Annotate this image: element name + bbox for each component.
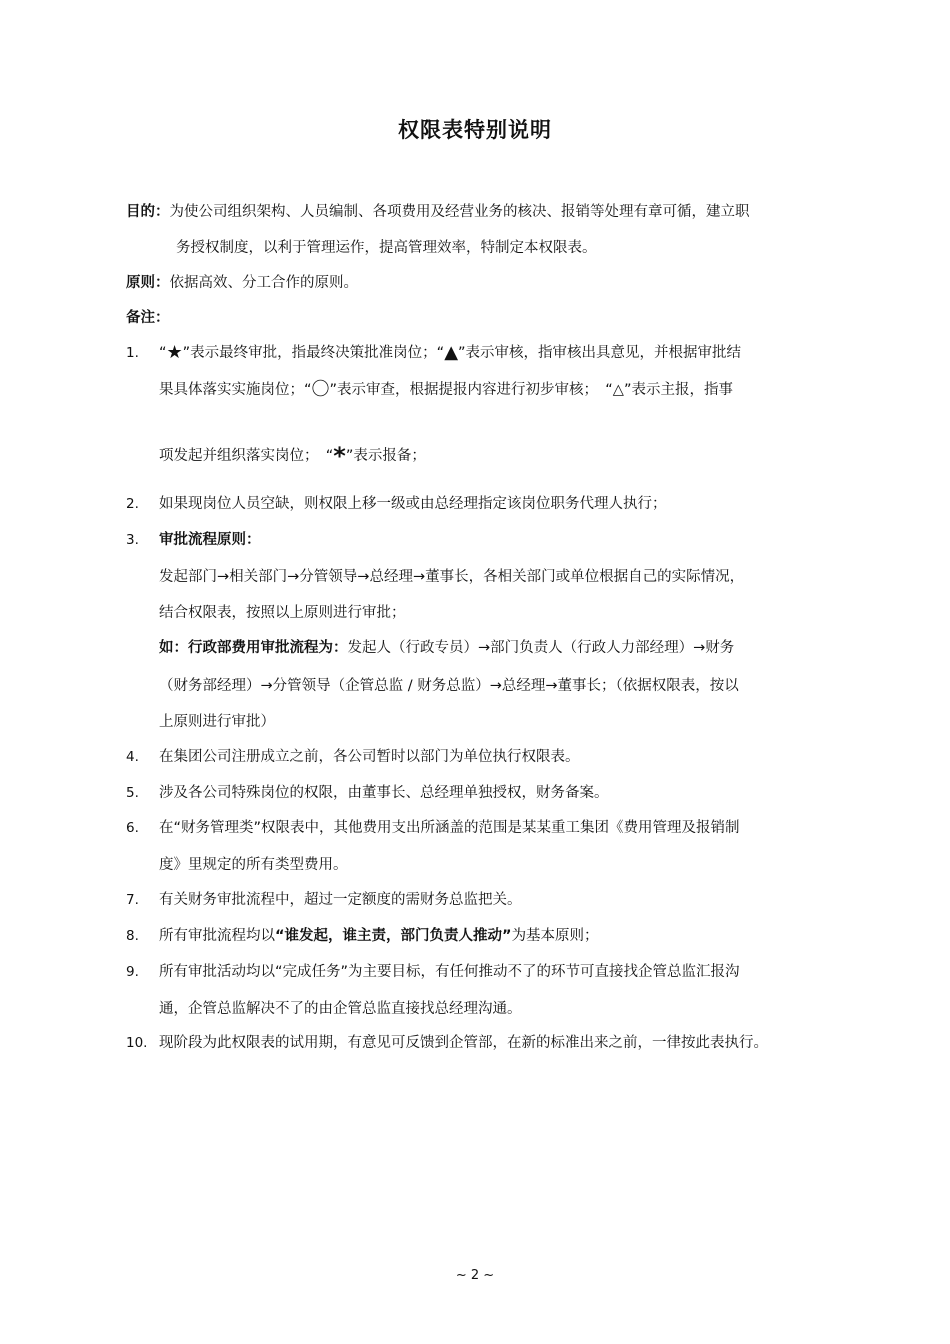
item-3-heading: 审批流程原则： bbox=[159, 532, 261, 548]
item-1-text-a: ”表示最终审批，指最终决策批准岗位；“ bbox=[182, 345, 445, 361]
triangle-outline-icon: △ bbox=[612, 382, 624, 398]
item-1-line-1 bbox=[159, 343, 741, 363]
purpose-label: 目的： bbox=[126, 204, 170, 220]
page-title: 权限表特别说明 bbox=[398, 118, 552, 142]
item-3-line-1: 发起部门→相关部门→分管领导→总经理→董事长，各相关部门或单位根据自己的实际情况， bbox=[159, 569, 745, 585]
item-1-number: 1. bbox=[126, 345, 139, 361]
item-6-line-2: 度》里规定的所有类型费用。 bbox=[159, 857, 348, 873]
principle-text: 依据高效、分工合作的原则。 bbox=[169, 275, 358, 291]
item-1-line-3 bbox=[159, 442, 426, 470]
item-3-number: 3. bbox=[126, 532, 139, 548]
item-8-number: 8. bbox=[126, 928, 139, 944]
item-4-text: 在集团公司注册成立之前，各公司暂时以部门为单位执行权限表。 bbox=[159, 749, 580, 765]
star-icon: ★ bbox=[166, 342, 183, 363]
item-9-line-1: 所有审批活动均以“完成任务”为主要目标，有任何推动不了的环节可直接找企管总监汇报沟 bbox=[159, 964, 740, 980]
purpose-line-1 bbox=[126, 202, 750, 222]
item-6-number: 6. bbox=[126, 820, 139, 836]
item-8-text-post: 为基本原则； bbox=[511, 928, 599, 944]
item-3-example-label: 如：行政部费用审批流程为： bbox=[159, 640, 348, 656]
item-2-text: 如果现岗位人员空缺，则权限上移一级或由总经理指定该岗位职务代理人执行； bbox=[159, 496, 667, 512]
notes-label: 备注： bbox=[126, 310, 170, 326]
item-2-number: 2. bbox=[126, 496, 139, 512]
item-8-text-bold: “谁发起，谁主责，部门负责人推动” bbox=[275, 928, 512, 944]
item-4-number: 4. bbox=[126, 749, 139, 765]
item-1-text-c: ”表示审查，根据提报内容进行初步审核； “ bbox=[329, 382, 613, 398]
item-7-number: 7. bbox=[126, 892, 139, 908]
item-5-text: 涉及各公司特殊岗位的权限，由董事长、总经理单独授权，财务备案。 bbox=[159, 785, 609, 801]
item-5-number: 5. bbox=[126, 785, 139, 801]
item-1-text-d: ”表示主报，指事 bbox=[623, 382, 733, 398]
item-8-line bbox=[159, 926, 599, 946]
item-3-example-line-3: 上原则进行审批） bbox=[159, 714, 275, 730]
item-1-text-c-pre: 果具体落实实施岗位；“ bbox=[159, 382, 312, 398]
item-7-text: 有关财务审批流程中，超过一定额度的需财务总监把关。 bbox=[159, 892, 522, 908]
item-6-line-1: 在“财务管理类”权限表中，其他费用支出所涵盖的范围是某某重工集团《费用管理及报销制 bbox=[159, 820, 740, 836]
principle-label: 原则： bbox=[126, 275, 170, 291]
asterisk-icon: * bbox=[333, 442, 346, 470]
item-10-number: 10. bbox=[126, 1035, 148, 1051]
item-3-example-line-2: （财务部经理）→分管领导（企管总监 / 财务总监）→总经理→董事长；（依据权限表，按以 bbox=[159, 678, 739, 694]
purpose-line-2: 务授权制度，以利于管理运作，提高管理效率，特制定本权限表。 bbox=[176, 240, 597, 256]
item-1-text-e: ”表示报备； bbox=[345, 448, 426, 464]
item-9-line-2: 通，企管总监解决不了的由企管总监直接找总经理沟通。 bbox=[159, 1001, 522, 1017]
purpose-text-1: 为使公司组织架构、人员编制、各项费用及经营业务的核决、报销等处理有章可循，建立职 bbox=[169, 204, 750, 220]
item-9-number: 9. bbox=[126, 964, 139, 980]
item-1-line-2 bbox=[159, 380, 733, 400]
circle-icon: 〇 bbox=[311, 379, 330, 400]
item-1-text-b: ”表示审核，指审核出具意见，并根据审批结 bbox=[458, 345, 742, 361]
item-8-text-pre: 所有审批流程均以 bbox=[159, 928, 275, 944]
quote-mark: “ bbox=[159, 345, 167, 361]
triangle-filled-icon: ▲ bbox=[444, 342, 459, 363]
principle-line bbox=[126, 273, 358, 293]
page-number: ~ 2 ~ bbox=[455, 1268, 495, 1283]
item-3-example-text-1: 发起人（行政专员）→部门负责人（行政人力部经理）→财务 bbox=[347, 640, 735, 656]
item-3-line-2: 结合权限表，按照以上原则进行审批； bbox=[159, 605, 406, 621]
item-10-text: 现阶段为此权限表的试用期，有意见可反馈到企管部，在新的标准出来之前，一律按此表执行。 bbox=[159, 1035, 768, 1051]
item-1-text-e-pre: 项发起并组织落实岗位； “ bbox=[159, 448, 334, 464]
item-3-example-line-1 bbox=[159, 638, 734, 658]
